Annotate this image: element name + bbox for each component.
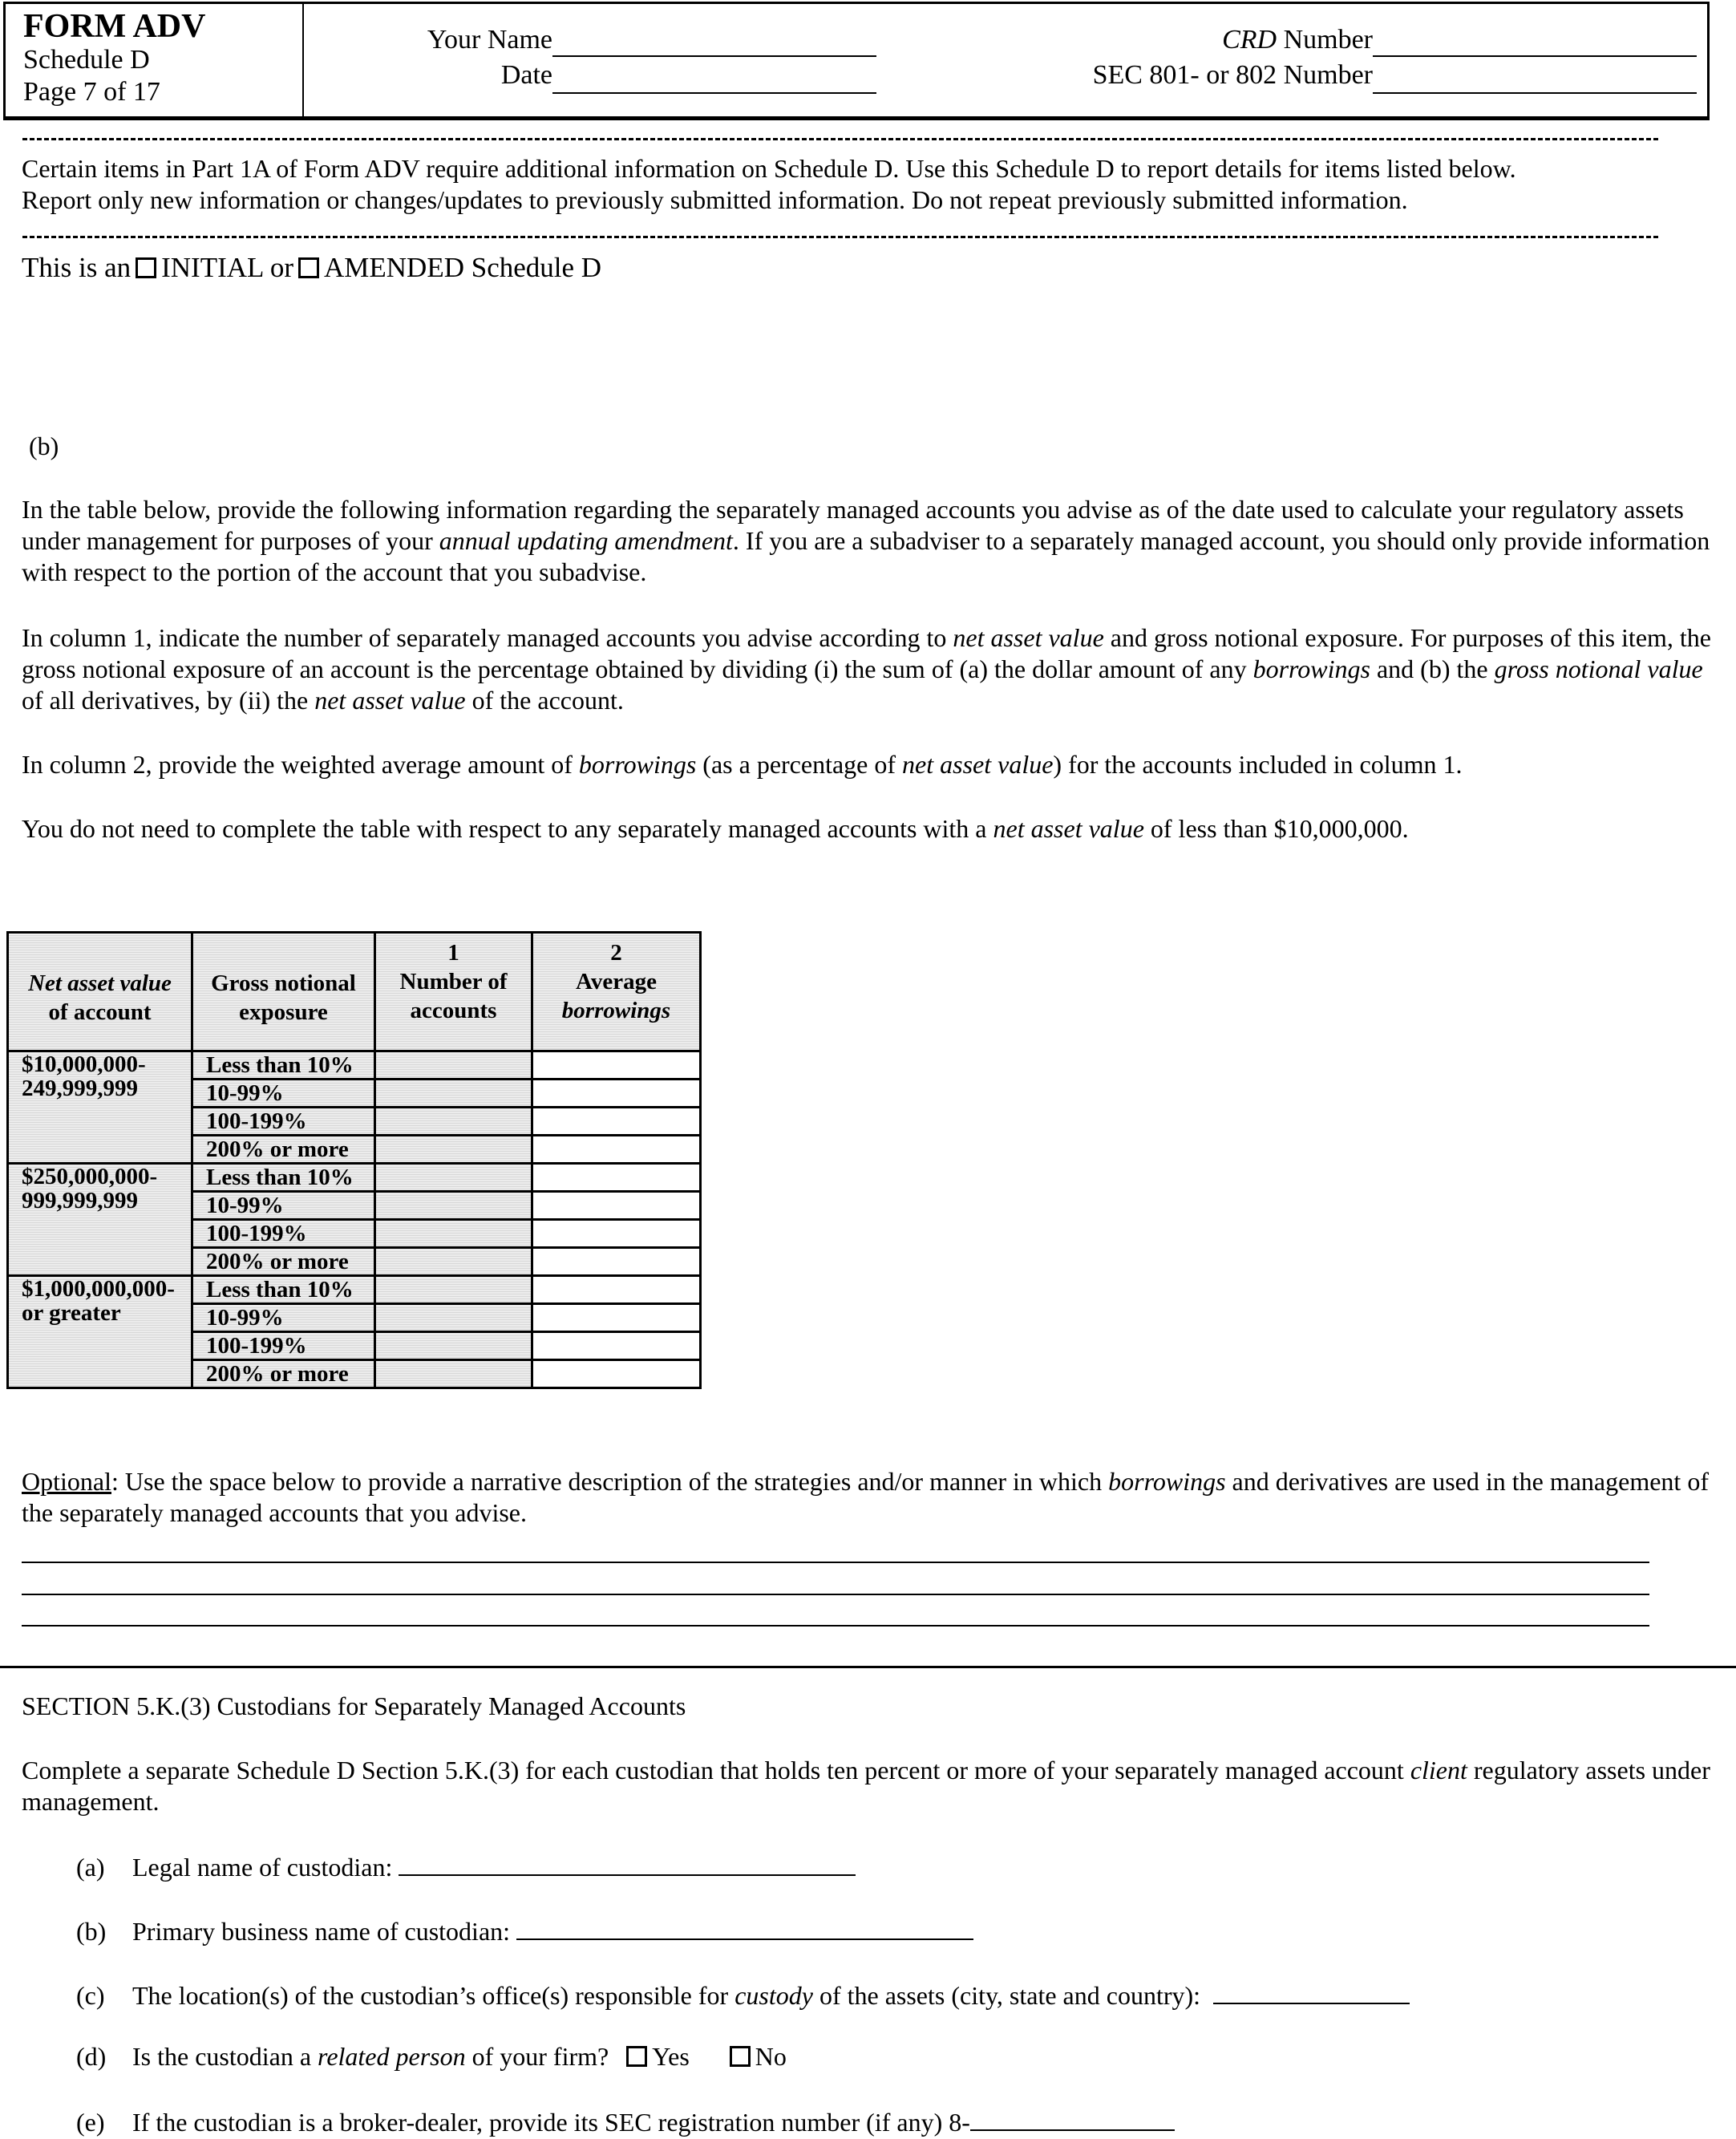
- sec-registration-field[interactable]: [970, 2105, 1175, 2131]
- form-id-box: [6, 4, 304, 116]
- average-borrowings-cell[interactable]: [532, 1276, 701, 1304]
- divider: [22, 138, 1658, 140]
- number-of-accounts-cell[interactable]: [375, 1051, 532, 1080]
- section-b-label: (b): [29, 431, 59, 460]
- your-name-label: Your Name: [427, 25, 552, 55]
- exposure-cell: 10-99%: [192, 1304, 375, 1332]
- average-borrowings-cell[interactable]: [532, 1304, 701, 1332]
- average-borrowings-cell[interactable]: [532, 1051, 701, 1080]
- section-5k3-intro: Complete a separate Schedule D Section 5.K.(3) for each custodian that holds ten percent or more of your separately managed account client regulatory assets under management.: [22, 1756, 1710, 1816]
- section-5k3-title: SECTION 5.K.(3) Custodians for Separately Managed Accounts: [22, 1691, 686, 1720]
- average-borrowings-cell[interactable]: [532, 1248, 701, 1276]
- item-d: (d) Is the custodian a related person of your firm? Yes No: [76, 2042, 787, 2071]
- divider: [22, 236, 1658, 238]
- optional-text: Optional: Use the space below to provide a narrative description of the strategies and/or manner in which borrowings and derivatives are used in the management of the separately managed accounts that you advise.: [22, 1467, 1709, 1527]
- your-name-field[interactable]: [552, 31, 876, 57]
- borrowings-table: [6, 931, 702, 1389]
- amendment-type: [22, 252, 1714, 283]
- average-borrowings-cell[interactable]: [532, 1192, 701, 1220]
- exposure-cell: Less than 10%: [192, 1276, 375, 1304]
- business-name-field[interactable]: [516, 1914, 973, 1940]
- section-b-para-1: In the table below, provide the following information regarding the separately managed accounts you advise as of the date used to calculate your regulatory assets under management for purposes of your annual updating amendment. If you are a subadviser to a separately managed account, you should only provide information with respect to the portion of the account that you subadvise.: [22, 495, 1710, 586]
- number-of-accounts-cell[interactable]: [375, 1248, 532, 1276]
- exposure-cell: 10-99%: [192, 1192, 375, 1220]
- exposure-cell: Less than 10%: [192, 1164, 375, 1192]
- date-label: Date: [500, 60, 552, 90]
- initial-label: INITIAL or: [161, 252, 293, 283]
- table-row: [8, 1276, 701, 1304]
- number-of-accounts-cell[interactable]: [375, 1192, 532, 1220]
- number-of-accounts-cell[interactable]: [375, 1080, 532, 1108]
- average-borrowings-cell[interactable]: [532, 1080, 701, 1108]
- table-row: [8, 1164, 701, 1192]
- item-c: (c) The location(s) of the custodian’s office(s) responsible for custody of the assets (city, state and country):: [76, 1979, 1410, 2011]
- form-header: [3, 2, 1710, 120]
- crd-label: [968, 25, 1373, 55]
- number-of-accounts-cell[interactable]: [375, 1332, 532, 1360]
- location-field[interactable]: [1213, 1979, 1410, 2004]
- narrative-line-2[interactable]: [22, 1594, 1649, 1595]
- initial-checkbox[interactable]: [136, 257, 156, 278]
- header-gne: Gross notional exposure: [192, 933, 375, 1051]
- average-borrowings-cell[interactable]: [532, 1108, 701, 1136]
- yes-checkbox[interactable]: [626, 2046, 647, 2067]
- number-of-accounts-cell[interactable]: [375, 1304, 532, 1332]
- section-b-para-3: In column 2, provide the weighted average amount of borrowings (as a percentage of net asset value) for the accounts included in column 1.: [22, 750, 1463, 779]
- amended-checkbox[interactable]: [298, 257, 319, 278]
- exposure-cell: 200% or more: [192, 1360, 375, 1388]
- exposure-cell: 200% or more: [192, 1136, 375, 1164]
- number-of-accounts-cell[interactable]: [375, 1136, 532, 1164]
- nav-range-cell: $10,000,000- 249,999,999: [8, 1051, 192, 1164]
- section-b-para-4: You do not need to complete the table with respect to any separately managed accounts with a net asset value of less than $10,000,000.: [22, 814, 1409, 843]
- average-borrowings-cell[interactable]: [532, 1136, 701, 1164]
- exposure-cell: 100-199%: [192, 1108, 375, 1136]
- page-number: Page 7 of 17: [23, 77, 160, 107]
- intro-text: [22, 153, 1714, 216]
- item-e: (e) If the custodian is a broker-dealer, provide its SEC registration number (if any) 8-: [76, 2105, 1175, 2138]
- legal-name-field[interactable]: [399, 1850, 856, 1876]
- form-title: FORM ADV: [23, 8, 206, 45]
- average-borrowings-cell[interactable]: [532, 1332, 701, 1360]
- number-of-accounts-cell[interactable]: [375, 1220, 532, 1248]
- amended-label: AMENDED Schedule D: [324, 252, 602, 283]
- intro-line-1: Certain items in Part 1A of Form ADV require additional information on Schedule D. Use this Schedule D to report details for items listed below.: [22, 154, 1516, 183]
- header-col-2: 2 Average borrowings: [532, 933, 701, 1051]
- exposure-cell: Less than 10%: [192, 1051, 375, 1080]
- schedule-label: Schedule D: [23, 45, 150, 75]
- sec-number-field[interactable]: [1373, 68, 1697, 94]
- crd-italic: CRD: [1222, 25, 1277, 55]
- narrative-line-1[interactable]: [22, 1562, 1649, 1563]
- crd-number-field[interactable]: [1373, 31, 1697, 57]
- exposure-cell: 10-99%: [192, 1080, 375, 1108]
- exposure-cell: 100-199%: [192, 1332, 375, 1360]
- header-col-1: 1 Number of accounts: [375, 933, 532, 1051]
- table-row: [8, 1051, 701, 1080]
- date-field[interactable]: [552, 68, 876, 94]
- header-nav: Net asset value of account: [8, 933, 192, 1051]
- optional-label: Optional: [22, 1467, 111, 1496]
- intro-line-2: Report only new information or changes/updates to previously submitted information. Do not repeat previously submitted information.: [22, 185, 1408, 214]
- exposure-cell: 200% or more: [192, 1248, 375, 1276]
- exposure-cell: 100-199%: [192, 1220, 375, 1248]
- section-b-para-2: In column 1, indicate the number of separately managed accounts you advise according to net asset value and gross notional exposure. For purposes of this item, the gross notional exposure of an account is the percentage obtained by dividing (i) the sum of (a) the dollar amount of any borrowings and (b) the gross notional value of all derivatives, by (ii) the net asset value of the account.: [22, 623, 1711, 715]
- no-checkbox[interactable]: [730, 2046, 751, 2067]
- number-of-accounts-cell[interactable]: [375, 1276, 532, 1304]
- item-a: (a) Legal name of custodian:: [76, 1850, 856, 1883]
- item-b: (b) Primary business name of custodian:: [76, 1914, 973, 1947]
- average-borrowings-cell[interactable]: [532, 1164, 701, 1192]
- section-divider: [0, 1666, 1736, 1668]
- narrative-line-3[interactable]: [22, 1625, 1649, 1627]
- crd-text: Number: [1277, 25, 1373, 55]
- average-borrowings-cell[interactable]: [532, 1360, 701, 1388]
- number-of-accounts-cell[interactable]: [375, 1108, 532, 1136]
- table-header-row: [8, 933, 701, 1051]
- number-of-accounts-cell[interactable]: [375, 1164, 532, 1192]
- nav-range-cell: $250,000,000- 999,999,999: [8, 1164, 192, 1276]
- amend-prefix: This is an: [22, 252, 132, 283]
- nav-range-cell: $1,000,000,000- or greater: [8, 1276, 192, 1388]
- sec-number-label: SEC 801- or 802 Number: [1092, 60, 1373, 90]
- average-borrowings-cell[interactable]: [532, 1220, 701, 1248]
- number-of-accounts-cell[interactable]: [375, 1360, 532, 1388]
